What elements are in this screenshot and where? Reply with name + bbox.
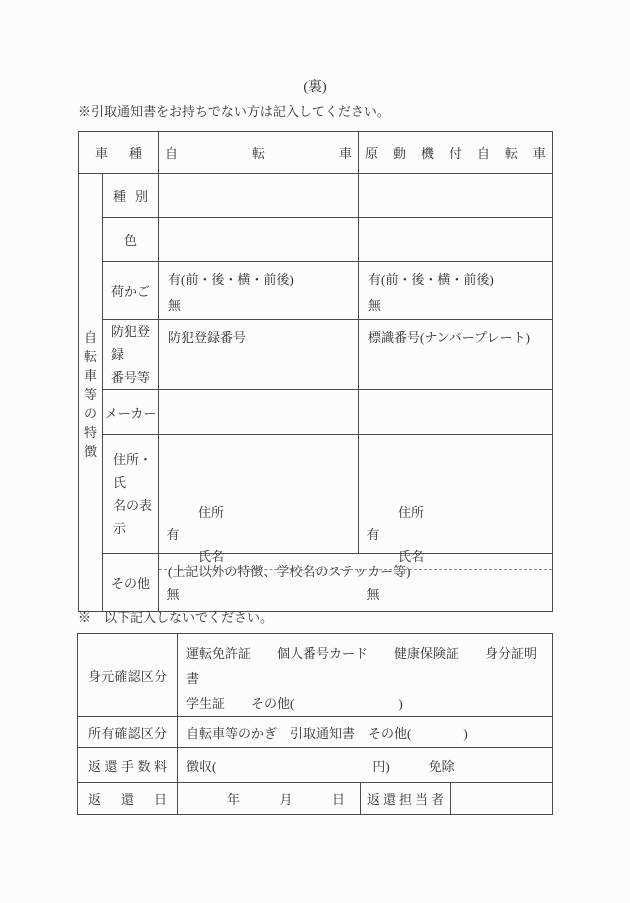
row-label-name-display: 住所・氏 名の表示 bbox=[103, 435, 159, 554]
row-label-return-fee: 返 還 手 数 料 bbox=[78, 748, 178, 783]
basket-present-option: 有(前・後・横・前後) bbox=[368, 272, 494, 287]
table-row bbox=[79, 132, 553, 174]
table-row bbox=[79, 262, 553, 320]
registration-bicycle-cell: 防犯登録番号 bbox=[159, 320, 359, 390]
name-label: 氏名 bbox=[198, 549, 225, 564]
table-row bbox=[78, 783, 553, 815]
row-label-type: 種 別 bbox=[103, 174, 159, 218]
table-row bbox=[79, 174, 553, 218]
table-row bbox=[78, 717, 553, 748]
identity-options-line2: 学生証 その他( ) bbox=[186, 696, 403, 711]
basket-present-option: 有(前・後・横・前後) bbox=[168, 272, 294, 287]
return-staff-blank-cell bbox=[451, 783, 553, 815]
table-row bbox=[79, 320, 553, 390]
name-display-moped-cell bbox=[359, 435, 553, 602]
row-label-identity-check: 身 元 確 認 区 分 bbox=[78, 634, 178, 717]
return-date-cell: 年 月 日 bbox=[178, 783, 361, 815]
page-title: (裏) bbox=[303, 80, 327, 95]
identity-check-options-cell bbox=[178, 634, 553, 717]
table-row bbox=[79, 218, 553, 262]
color-bicycle-blank-cell bbox=[159, 218, 359, 262]
fill-instruction-note: ※引取通知書をお持ちでない方は記入してください。 bbox=[78, 104, 390, 119]
row-label-basket: 荷 か ご bbox=[103, 262, 159, 320]
row-label-return-date: 返 還 日 bbox=[78, 783, 178, 815]
basket-moped-cell bbox=[359, 262, 553, 320]
address-label: 住所 bbox=[198, 505, 225, 520]
row-label-color: 色 bbox=[103, 218, 159, 262]
registration-moped-cell: 標識番号(ナンバープレート) bbox=[359, 320, 553, 390]
address-label: 住所 bbox=[398, 505, 425, 520]
type-moped-blank-cell bbox=[359, 174, 553, 218]
maker-bicycle-blank-cell bbox=[159, 390, 359, 435]
dashed-divider bbox=[159, 569, 358, 570]
return-staff-label-cell: 返 還 担 当 者 bbox=[361, 783, 451, 815]
side-label-cell bbox=[79, 174, 103, 612]
name-display-no: 無 bbox=[166, 587, 180, 602]
type-bicycle-blank-cell bbox=[159, 174, 359, 218]
basket-bicycle-cell bbox=[159, 262, 359, 320]
name-label: 氏名 bbox=[398, 549, 425, 564]
basket-absent-option: 無 bbox=[168, 298, 182, 313]
header-moped: 原 動 機 付 自 転 車 bbox=[359, 132, 553, 174]
table-row bbox=[79, 435, 553, 554]
basket-absent-option: 無 bbox=[368, 298, 382, 313]
color-moped-blank-cell bbox=[359, 218, 553, 262]
maker-moped-blank-cell bbox=[359, 390, 553, 435]
header-vehicle-type: 車 種 bbox=[79, 132, 159, 174]
dashed-divider bbox=[359, 569, 552, 570]
table-row bbox=[79, 390, 553, 435]
table-row bbox=[79, 554, 553, 612]
row-label-ownership-check: 所 有 確 認 区 分 bbox=[78, 717, 178, 748]
side-label-vertical-text: 自 転 車 等 の 特 徴 bbox=[83, 330, 97, 459]
identity-options-line1: 運転免許証 個人番号カード 健康保険証 身分証明書 bbox=[186, 646, 538, 686]
office-use-note: ※ 以下記入しないでください。 bbox=[78, 610, 274, 625]
name-display-yes: 有 bbox=[166, 527, 180, 542]
row-label-registration: 防犯登録 番 号 等 bbox=[103, 320, 159, 390]
row-label-maker: メーカー bbox=[103, 390, 159, 435]
features-table bbox=[78, 131, 553, 612]
other-features-cell: (上記以外の特徴、学校名のステッカー等) bbox=[159, 554, 553, 612]
ownership-check-options-cell: 自転車等のかぎ 引取通知書 その他( ) bbox=[178, 717, 553, 748]
name-display-no: 無 bbox=[366, 587, 380, 602]
name-display-yes: 有 bbox=[366, 527, 380, 542]
table-row bbox=[78, 748, 553, 783]
office-table bbox=[77, 633, 553, 815]
return-fee-cell: 徴収( 円) 免除 bbox=[178, 748, 553, 783]
table-row bbox=[78, 634, 553, 717]
header-bicycle: 自 転 車 bbox=[159, 132, 359, 174]
row-label-other: そ の 他 bbox=[103, 554, 159, 612]
